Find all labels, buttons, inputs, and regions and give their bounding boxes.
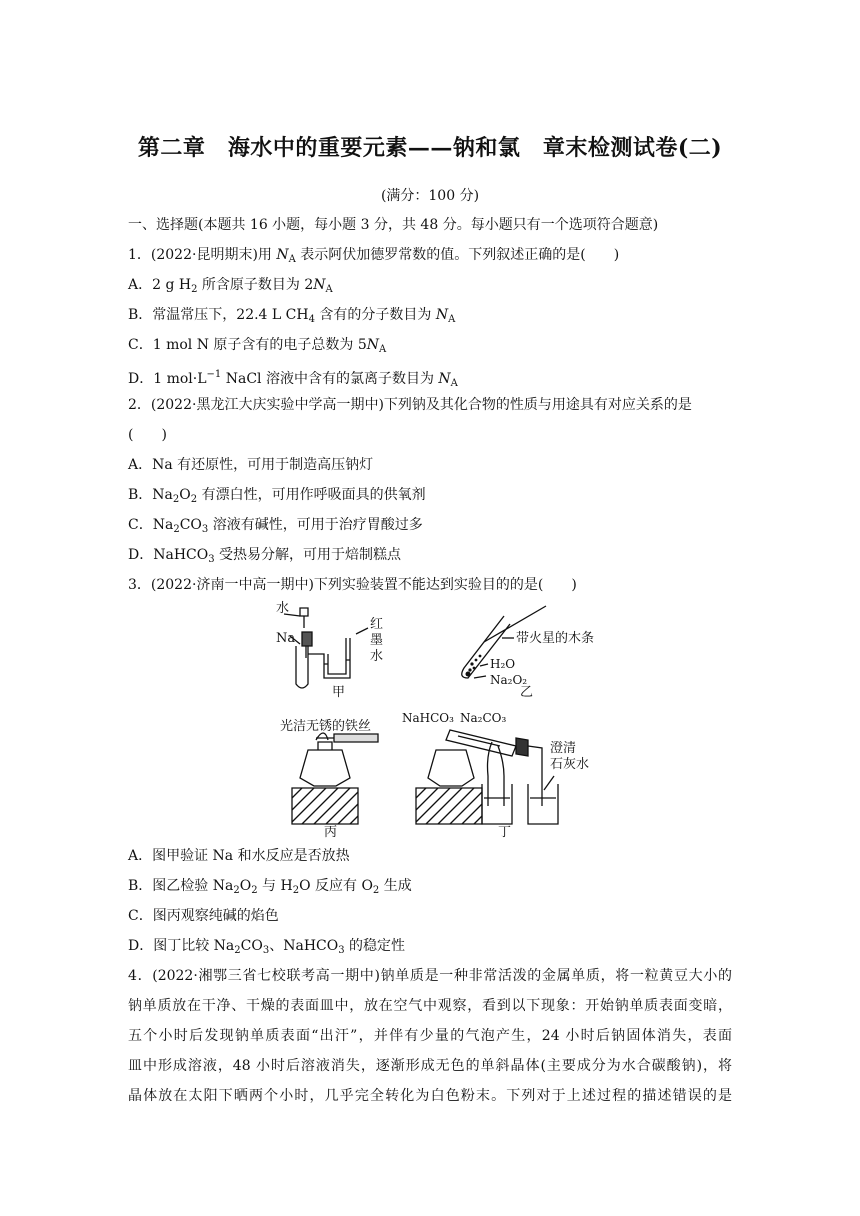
apparatus-jia-figure [272, 598, 402, 698]
iron-wire-label: 光洁无锈的铁丝 [280, 719, 372, 734]
q3-option-c: C．图丙观察纯碱的焰色 [128, 908, 279, 924]
q1-option-b: B．常温常压下，22.4 L $CH_4$ 含有的分子数目为 $N_A$ [128, 307, 456, 325]
q2-option-a: A．Na 有还原性，可用于制造高压钠灯 [128, 457, 374, 473]
page-title: 第二章 海水中的重要元素——钠和氯 章末检测试卷(二) [137, 135, 723, 161]
apparatus-bing-figure [278, 706, 408, 838]
apparatus-yi-figure [440, 598, 600, 698]
q4-line-2: 钠单质放在干净、干燥的表面皿中，放在空气中观察，看到以下现象：开始钠单质表面变暗， [128, 998, 732, 1014]
limewater-label-2: 石灰水 [550, 757, 590, 772]
na2o2-label: Na₂O₂ [490, 673, 528, 687]
q3-option-a: A．图甲验证 Na 和水反应是否放热 [128, 848, 350, 864]
section-heading: 一、选择题(本题共 16 小题，每小题 3 分，共 48 分。每小题只有一个选项符合题意) [128, 217, 659, 233]
full-score: (满分：100 分) [380, 188, 480, 204]
q4-line-1: 4．(2022·湘鄂三省七校联考高一期中)钠单质是一种非常活泼的金属单质，将一粒黄豆大小的 [128, 968, 732, 984]
figure-label-yi: 乙 [520, 685, 534, 698]
h2o-label: H₂O [490, 657, 516, 671]
water-label: 水 [276, 601, 290, 616]
q1-option-d: D．1 $mol\cdot L^{-1}$ NaCl 溶液中含有的氯离子数目为 $N_A$ [128, 369, 458, 389]
figure-label-jia: 甲 [332, 685, 346, 698]
na-label: Na [276, 631, 296, 646]
q1-option-a: A．2 g $H_2$ 所含原子数目为 $2N_A$ [128, 277, 333, 295]
q3-stem: 3．(2022·济南一中高一期中)下列实验装置不能达到实验目的的是( ) [128, 577, 577, 593]
q4-line-3: 五个小时后发现钠单质表面“出汗”，并伴有少量的气泡产生，24 小时后钠固体消失，表面 [128, 1028, 732, 1044]
red-ink-label-1: 红 [370, 617, 384, 632]
splint-label: 带火星的木条 [516, 631, 595, 646]
q2-option-d: D．NaHCO$_3$ 受热易分解，可用于焙制糕点 [128, 547, 402, 565]
red-ink-label-3: 水 [370, 649, 384, 664]
na2co3-label: Na₂CO₃ [460, 711, 507, 725]
apparatus-ding-figure [400, 706, 610, 838]
red-ink-label-2: 墨 [370, 633, 384, 648]
q2-stem-cont: ( ) [128, 427, 167, 443]
q4-line-5: 晶体放在太阳下晒两个小时，几乎完全转化为白色粉末。下列对于上述过程的描述错误的是 [128, 1088, 732, 1104]
q3-option-d: D．图丁比较 $Na_2CO_3$、NaHCO$_3$ 的稳定性 [128, 938, 406, 956]
limewater-label-1: 澄清 [550, 741, 577, 756]
figure-label-ding: 丁 [498, 825, 512, 838]
q2-stem: 2．(2022·黑龙江大庆实验中学高一期中)下列钠及其化合物的性质与用途具有对应关系的是 [128, 397, 692, 413]
q1-stem: 1．(2022·昆明期末)用 $N_A$ 表示阿伏加德罗常数的值。下列叙述正确的是( ) [128, 247, 620, 265]
q2-option-c: C．$Na_2CO_3$ 溶液有碱性，可用于治疗胃酸过多 [128, 517, 423, 535]
q3-option-b: B．图乙检验 $Na_2O_2$ 与 $H_2O$ 反应有 $O_2$ 生成 [128, 878, 412, 896]
figure-label-bing: 丙 [324, 825, 338, 838]
q4-line-4: 皿中形成溶液，48 小时后溶液消失，逐渐形成无色的单斜晶体(主要成分为水合碳酸钠)，将 [128, 1058, 732, 1074]
q1-option-c: C．1 mol N 原子含有的电子总数为 $5N_A$ [128, 337, 387, 355]
nahco3-label: NaHCO₃ [402, 711, 454, 725]
q2-option-b: B．$Na_2O_2$ 有漂白性，可用作呼吸面具的供氧剂 [128, 487, 426, 505]
